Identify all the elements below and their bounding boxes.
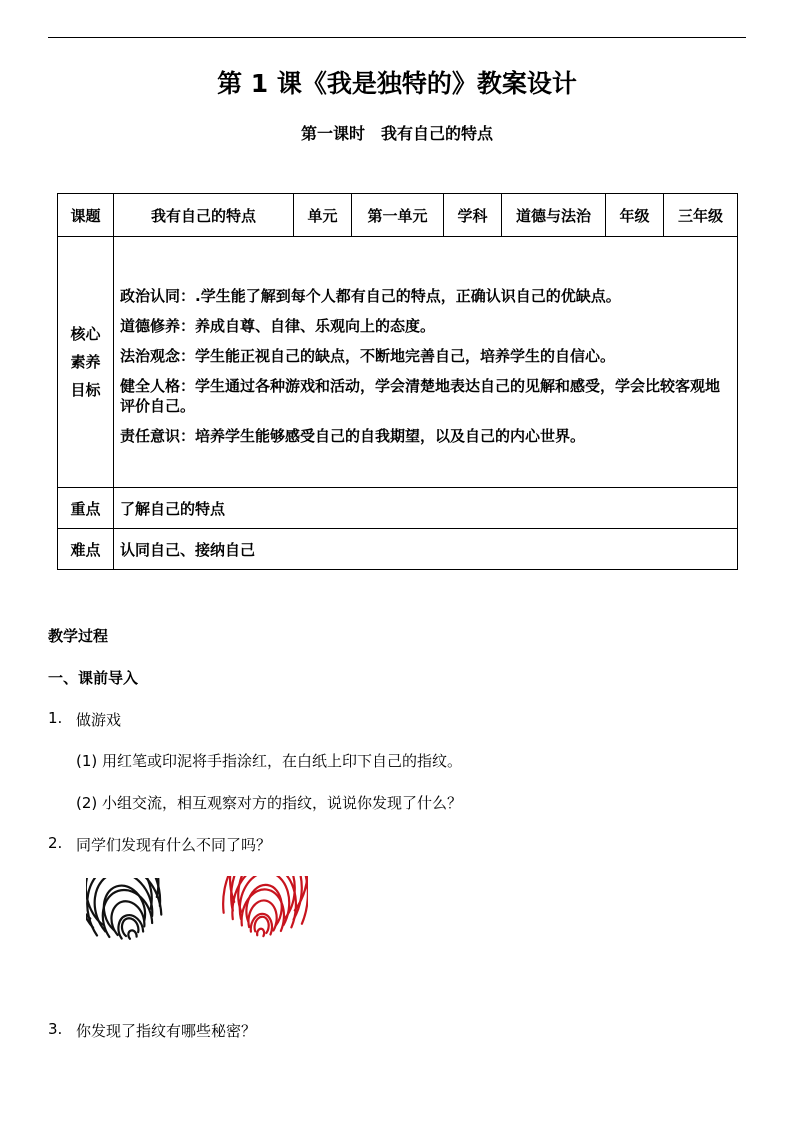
goals-content-cell: [114, 237, 738, 488]
table-cell: 课题: [58, 194, 114, 237]
difficult-point-row: [58, 529, 738, 570]
goal-responsibility: 责任意识：培养学生能够感受自己的自我期望，以及自己的内心世界。: [120, 427, 586, 445]
fingerprint-ridge: [254, 916, 270, 933]
table-cell: 单元: [294, 194, 352, 237]
sub-list-item: (1) 用红笔或印泥将手指涂红，在白纸上印下自己的指纹。: [76, 752, 463, 770]
goals-row: [58, 237, 738, 488]
section-heading: 一、课前导入: [48, 669, 139, 687]
difficult-point-label: 难点: [58, 529, 114, 570]
sub-list-item: (2) 小组交流，相互观察对方的指纹，说说你发现了什么？: [76, 794, 463, 812]
lesson-info-table: [57, 193, 738, 570]
list-item: 同学们发现有什么不同了吗？: [76, 836, 272, 854]
goal-moral: 道德修养：养成自尊、自律、乐观向上的态度。: [120, 317, 436, 335]
list-item: 你发现了指纹有哪些秘密？: [76, 1022, 257, 1040]
key-point-row: [58, 488, 738, 529]
process-heading: 教学过程: [48, 627, 109, 645]
list-number: 2.: [48, 834, 63, 852]
table-cell: 学科: [444, 194, 502, 237]
key-point-value: 了解自己的特点: [114, 488, 738, 529]
page-title: 第 1 课《我是独特的》教案设计: [217, 69, 577, 98]
key-point-label: 重点: [58, 488, 114, 529]
list-number: 3.: [48, 1020, 63, 1038]
table-cell: 年级: [606, 194, 664, 237]
goals-label-line: 素养: [70, 353, 101, 371]
table-cell: 道德与法治: [502, 194, 606, 237]
table-cell: 第一单元: [352, 194, 444, 237]
goals-label-line: 目标: [70, 381, 101, 399]
fingerprint-ridge: [127, 929, 137, 939]
goals-label-line: 核心: [70, 325, 101, 343]
header-rule: [48, 37, 746, 38]
fingerprint-red-image: [212, 876, 308, 1000]
table-cell: 我有自己的特点: [114, 194, 294, 237]
difficult-point-value: 认同自己、接纳自己: [114, 529, 738, 570]
fingerprint-ridge: [257, 928, 265, 936]
goal-personality: 健全人格：学生通过各种游戏和活动，学会清楚地表达自己的见解和感受，学会比较客观地评价自己。: [120, 377, 721, 415]
goal-law: 法治观念：学生能正视自己的缺点，不断地完善自己，培养学生的自信心。: [120, 347, 616, 365]
table-cell: 三年级: [664, 194, 738, 237]
list-item: 做游戏: [76, 711, 122, 729]
table-head-row: [58, 194, 738, 237]
list-number: 1.: [48, 709, 63, 727]
page-subtitle: 第一课时 我有自己的特点: [300, 124, 493, 143]
fingerprint-black-image: [86, 878, 182, 998]
goals-label-cell: [58, 237, 114, 488]
goal-political: 政治认同：.学生能了解到每个人都有自己的特点，正确认识自己的优缺点。: [120, 287, 621, 305]
